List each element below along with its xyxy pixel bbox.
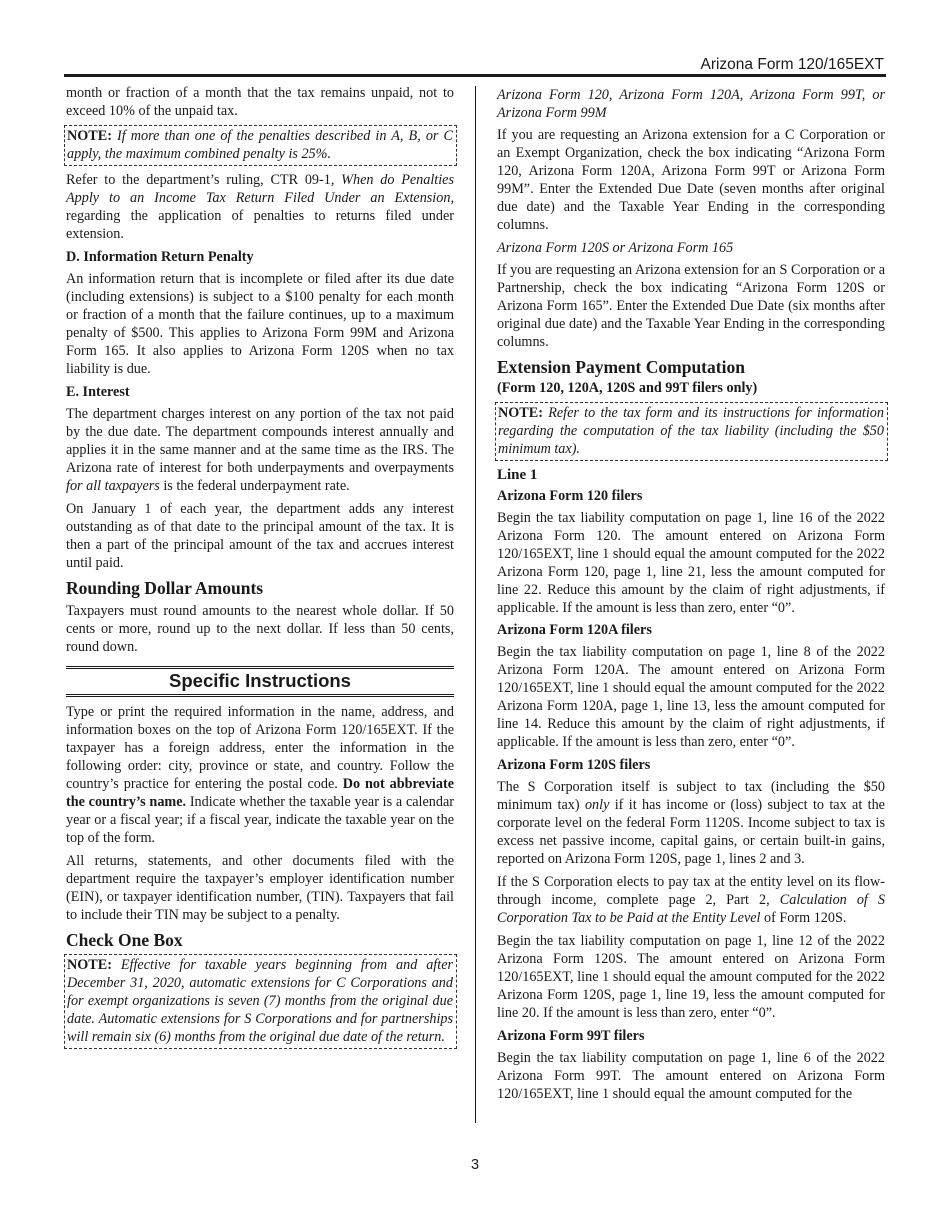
check-one-box-heading: Check One Box <box>66 930 183 950</box>
specific-bold: Do not abbreviate the country’s name. <box>66 776 454 810</box>
penalty-continuation-paragraph: month or fraction of a month that the tax remains unpaid, not to exceed 10% of the unpaid tax. <box>66 85 454 119</box>
section-e-paragraph <box>66 405 454 495</box>
interest-text: The department charges interest on any portion of the tax not paid by the due date. The department compounds interest annually and applies it in the same manner and at the same time as the IRS. The Arizona rate of interest for both underpayments and overpayments <box>66 406 454 476</box>
specific-text-end: Indicate whether the taxable year is a calendar year or a fiscal year; if a fiscal year, indicate the taxable year on the top of the form. <box>66 794 454 846</box>
extension-payment-subheading: (Form 120, 120A, 120S and 99T filers only) <box>497 380 758 396</box>
ruling-title: , When do Penalties Apply to an Income Tax Return Filed Under an Extension, <box>66 172 454 206</box>
section-e-paragraph-2: On January 1 of each year, the department adds any interest outstanding as of that date to the principal amount of the tax. It is then a part of the principal amount of the tax and accrues interest until paid. <box>66 501 454 571</box>
rounding-paragraph: Taxpayers must round amounts to the nearest whole dollar. If 50 cents or more, round up to the next dollar. If less than 50 cents, round down. <box>66 603 454 655</box>
forms-120s-paragraph: If you are requesting an Arizona extension for an S Corporation or a Partnership, check the box indicating “Arizona Form 120S or Arizona Form 165”. Enter the Extended Due Date (six months after original due date) and the Taxable Year Ending in the corresponding columns. <box>497 262 885 350</box>
form-99t-filers-paragraph: Begin the tax liability computation on page 1, line 6 of the 2022 Arizona Form 99T. The amount entered on Arizona Form 120/165EXT, line 1 should equal the amount computed for the <box>497 1050 885 1102</box>
specific-instructions-banner: Specific Instructions <box>66 666 454 697</box>
note-label: NOTE: <box>67 957 112 973</box>
interest-italic: for all taxpayers <box>66 478 160 494</box>
ruling-text-end: regarding the application of penalties to returns filed under extension. <box>66 208 454 242</box>
rounding-heading: Rounding Dollar Amounts <box>66 578 264 598</box>
form-120s-filers-paragraph <box>497 778 885 868</box>
extension-payment-heading: Extension Payment Computation <box>497 357 745 377</box>
note-tax-liability <box>495 402 888 461</box>
form-title-header: Arizona Form 120/165EXT <box>700 56 884 73</box>
header-rule <box>64 74 886 77</box>
note-text: If more than one of the penalties described in A, B, or C apply <box>67 128 453 162</box>
ruling-reference-paragraph <box>66 171 454 243</box>
form-120-filers-paragraph: Begin the tax liability computation on page 1, line 16 of the 2022 Arizona Form 120. The amount entered on Arizona Form 120/165EXT, line 1 should equal the amount computed for the 2022 Arizona Form 120, page 1, line 21, less the amount computed for line 22. Reduce this amount by the claim of right adjustments, if applicable. If the amount is less than zero, enter “0”. <box>497 510 885 616</box>
interest-text-end: is the federal underpayment rate. <box>159 478 350 494</box>
s-corp-entity-italic: Calculation of S Corporation Tax to be Paid at the Entity Level <box>497 892 886 926</box>
form-120a-filers-paragraph: Begin the tax liability computation on page 1, line 8 of the 2022 Arizona Form 120A. The amount entered on Arizona Form 120/165EXT, line 1 should equal the amount computed for the 2022 Arizona Form 120A, page 1, line 13, less the amount computed for line 14. Reduce this amount by the claim of right adjustments, if applicable. If the amount is less than zero, enter “0”. <box>497 644 885 750</box>
note-max-penalty <box>64 125 457 166</box>
ruling-text: Refer to the department’s ruling, CTR 09-1 <box>66 172 331 188</box>
form-120s-filers-paragraph-3: Begin the tax liability computation on page 1, line 12 of the 2022 Arizona Form 120S. The amount entered on Arizona Form 120/165EXT, line 1 should equal the amount computed for the 2022 Arizona Form 120S, page 1, line 19, less the amount computed for line 20. If the amount is less than zero, enter “0”. <box>497 933 885 1021</box>
note-automatic-extensions <box>64 954 457 1049</box>
specific-text: Type or print the required information in the name, address, and information boxes on the top of Arizona Form 120/165EXT. If the taxpayer has a foreign address, enter the information in the following order: city, province or state, and country. Follow the country’s practice for entering the postal code. <box>66 704 454 792</box>
note-text: Refer to the tax form and its instructions for information regarding the computation of the tax liability (including the $50 minimum tax). <box>498 405 884 457</box>
section-d-paragraph: An information return that is incomplete or filed after its due date (including extensions) is subject to a $100 penalty for each month or fraction of a month that the failure continues, up to a maximum penalty of $500. This applies to Arizona Form 99M and Arizona Form 165. It also applies to Arizona Form 120S when no tax liability is due. <box>66 271 454 377</box>
note-label: NOTE: <box>67 128 112 144</box>
s-corp-text: The S Corporation itself is subject to tax (including the $50 minimum tax) <box>497 779 885 813</box>
s-corp-italic: only <box>584 797 610 813</box>
s-corp-entity-text: If the S Corporation elects to pay tax at the entity level on its flow-through income, complete page 2, Part 2, <box>497 874 885 908</box>
column-divider <box>475 86 476 1123</box>
returns-ein-paragraph: All returns, statements, and other documents filed with the department require the taxpayer’s employer identification number (EIN), or taxpayer identification number, (TIN). Taxpayers that fail to include their TIN may be subject to a penalty. <box>66 853 454 923</box>
form-99t-filers-heading: Arizona Form 99T filers <box>497 1028 645 1044</box>
s-corp-text-end: if it has income or (loss) subject to tax at the corporate level on the federal Form 1120S. Income subject to tax is excess net passive income, capital gains, or certain built-in gains, reported on Arizona Form 120S, page 1, lines 2 and 3. <box>497 797 885 867</box>
forms-120-heading: Arizona Form 120, Arizona Form 120A, Arizona Form 99T, or Arizona Form 99M <box>497 87 885 121</box>
form-120s-filers-paragraph-2 <box>497 873 885 927</box>
note-text-cont: , the maximum combined penalty is 25%. <box>97 146 332 162</box>
note-label: NOTE: <box>498 405 543 421</box>
section-d-heading: D. Information Return Penalty <box>66 249 254 265</box>
note-text: Effective for taxable years beginning from and after December 31, 2020, automatic extensions for C Corporations and for exempt organizations is seven (7) months from the original due date. Automatic extensions for S Corporations and for partnerships will remain six (6) months from the original due date of the return. <box>67 957 454 1045</box>
specific-instructions-paragraph <box>66 703 454 847</box>
form-120-filers-heading: Arizona Form 120 filers <box>497 488 643 504</box>
page-number: 3 <box>470 1157 480 1173</box>
form-120s-filers-heading: Arizona Form 120S filers <box>497 757 651 773</box>
right-column <box>497 84 885 1108</box>
forms-120s-heading: Arizona Form 120S or Arizona Form 165 <box>497 240 734 256</box>
s-corp-entity-text-end: of Form 120S. <box>760 910 847 926</box>
line-1-heading: Line 1 <box>497 467 538 483</box>
forms-120-paragraph: If you are requesting an Arizona extension for a C Corporation or an Exempt Organization, check the box indicating “Arizona Form 120, Arizona Form 120A, Arizona Form 99T or Arizona Form 99M”. Enter the Extended Due Date (seven months after original due date) and the Taxable Year Ending in the corresponding columns. <box>497 127 885 233</box>
section-e-heading: E. Interest <box>66 384 130 400</box>
form-120a-filers-heading: Arizona Form 120A filers <box>497 622 652 638</box>
left-column <box>66 84 454 1054</box>
